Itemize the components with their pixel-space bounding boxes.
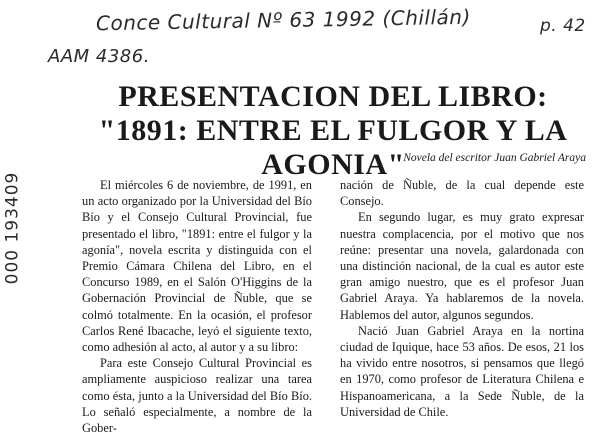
handwritten-page-number: p. 42 [540,16,586,36]
paragraph: nación de Ñuble, de la cual depende este Consejo. [340,178,584,209]
handwritten-source-note: Conce Cultural Nº 63 1992 (Chillán) [95,4,471,36]
paragraph: Para este Consejo Cultural Provincial es ampliamente auspicioso realizar una tarea como ésta, junto a la Universidad del Bío Bío. Lo señaló especialmente, a nombre de la Gober- [82,356,312,436]
paragraph: En segundo lugar, es muy grato expresar nuestra complacencia, por el motivo que nos reúne: presentar una novela, galardonada con una distinción nacional, de la cual es autor este gran amigo nuestro, que es el profesor Juan Gabriel Araya. Ya hablaremos de la novela. Hablemos del autor, algunos segundos. [340,210,584,322]
paragraph: Nació Juan Gabriel Araya en la nortina ciudad de Iquique, hace 53 años. De esos, 21 los ha vivido entre nosotros, si pensamos que llegó en 1970, como profesor de Literatura Chilena e Hispanoamericana, a la Sede Ñuble, de la Universidad de Chile. [340,323,584,419]
paragraph: El miércoles 6 de noviembre, de 1991, en un acto organizado por la Universidad del Bío Bío y el Consejo Cultural Provincial, fue presentado el libro, "1891: entre el fulgor y la agonía", novela escrita y distinguida con el Premio Cámara Chilena del Libro, en el Concurso 1989, en el Salón O'Higgins de la Gobernación Provincial de Ñuble, que se colmó totalmente. En la ocasión, el profesor Carlos René Ibacache, leyó el siguiente texto, como adhesión al acto, al autor y a su libro: [82,178,312,355]
article-subtitle: Novela del escritor Juan Gabriel Araya [403,152,586,164]
article-title: PRESENTACION DEL LIBRO: "1891: ENTRE EL FULGOR Y LA AGONIA" [98,80,568,181]
article-column-left [82,177,312,436]
handwritten-catalog-code: AAM 4386. [48,46,150,67]
handwritten-side-number: 000 193409 [2,171,23,285]
article-column-right [340,177,584,420]
